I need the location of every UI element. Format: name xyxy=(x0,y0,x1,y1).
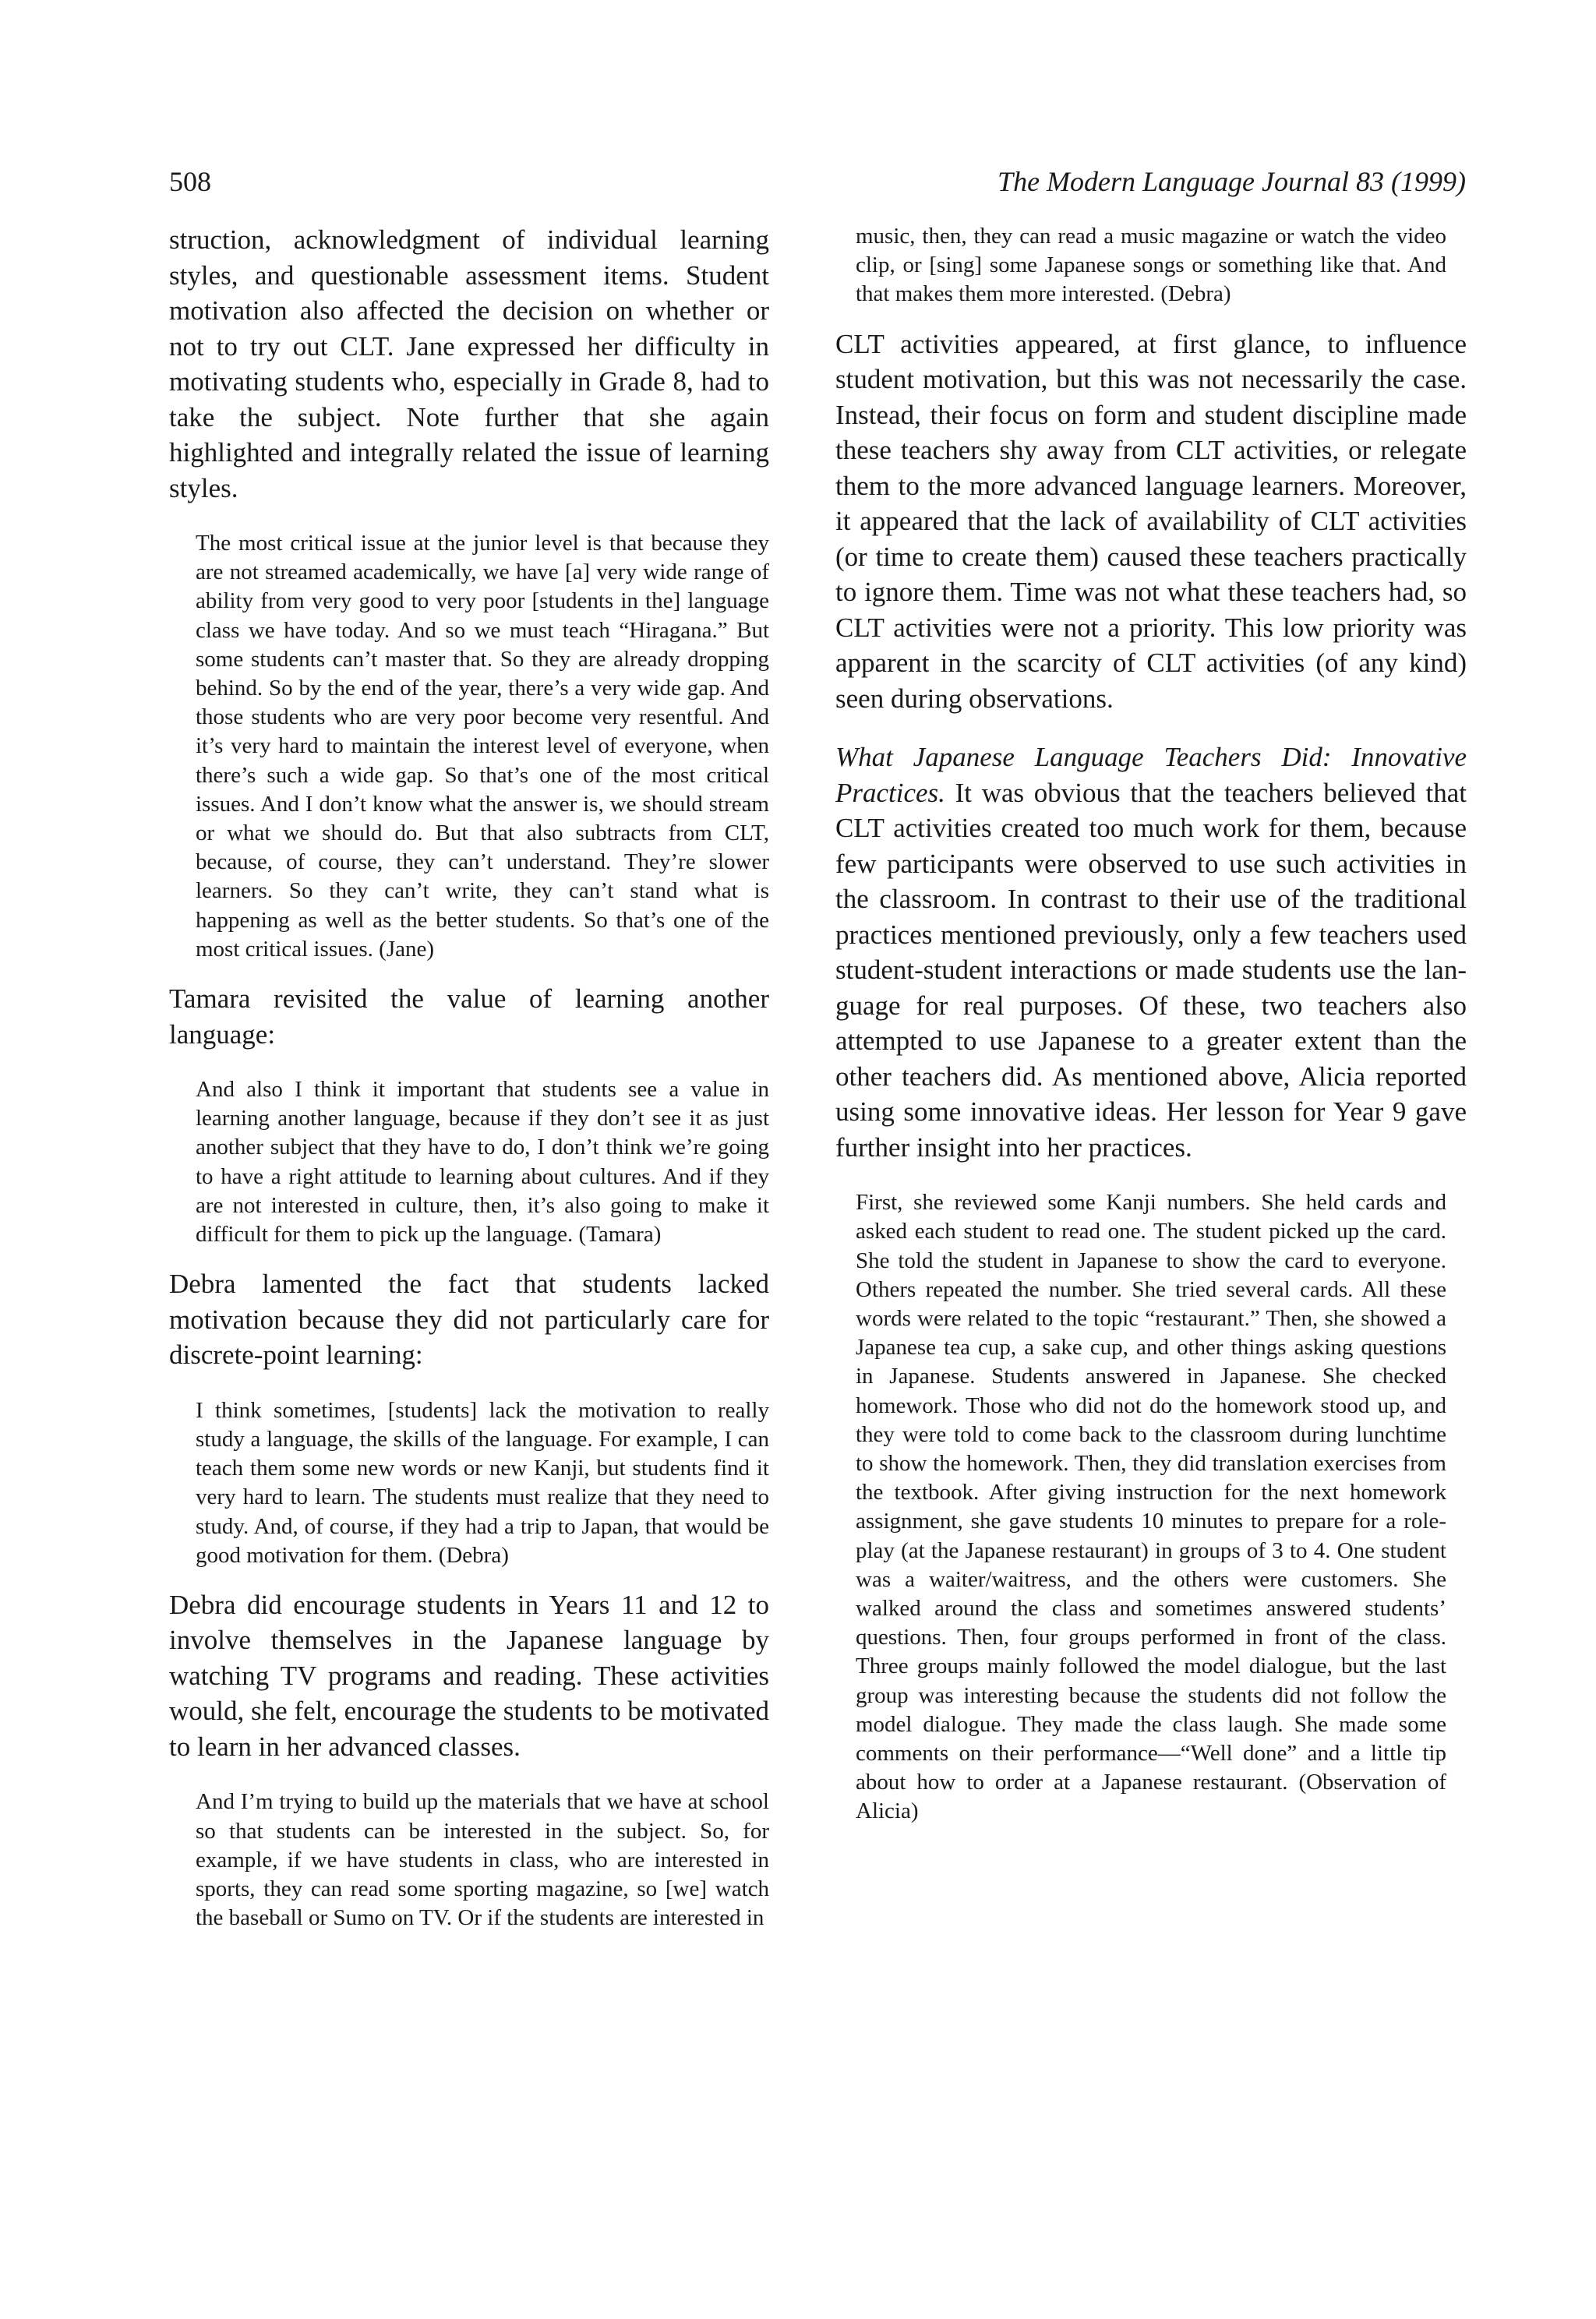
body-paragraph: Tamara revisited the value of learning another language: xyxy=(169,983,769,1050)
block-quote: The most critical issue at the junior level is that because they are not streamed academically, we have [a] very wide range of ability from very good to very poor [students in the] language class we have today. And so we must teach “Hiragana.” But some students can’t master that. So they are already dropping behind. So by the end of the year, there’s a very wide gap. And those students who are very poor become very resentful. And it’s very hard to maintain the interest level of everyone, when there’s such a wide gap. So that’s one of the most critical issues. And I don’t know what the answer is, we should stream or what we should do. But that also subtracts from CLT, because, of course, they can’t understand. They’re slower learners. So they can’t write, they can’t stand what is happening as well as the better students. So that’s one of the most critical issues. (Jane) xyxy=(196,531,769,962)
block-quote: And also I think it important that students see a value in learning another language, because if they don’t see it as just another subject that they have to do, I don’t think we’re going to have a right attitude to learning about cultures. And if they are not interested in culture, then, it’s also going to make it difficult for them to pick up the language. (Tamara) xyxy=(196,1077,769,1248)
body-paragraph: struction, acknowledgment of individual learning styles, and questionable assessment items. Student motivation also affected the decision on whether or not to try out CLT. Jane expressed her difficulty in motivating students who, especially in Grade 8, had to take the subject. Note further that she again highlighted and integrally related the issue of learning styles. xyxy=(169,224,769,503)
page-header xyxy=(169,165,1466,204)
running-title: The Modern Language Journal 83 (1999) xyxy=(998,166,1466,197)
block-quote: music, then, they can read a music magazine or watch the video clip, or [sing] some Japanese songs or something like that. And that makes them more interested. (Debra) xyxy=(856,224,1446,307)
body-paragraph: CLT activities appeared, at first glance, to influence student motivation, but this was not necessarily the case. Instead, their focus on form and student discipline made these teachers shy away from CLT activities, or relegate them to the more advanced language learners. Moreover, it appeared that the lack of availability of CLT activities (or time to create them) caused these teachers practically to ignore them. Time was not what these teachers had, so CLT activities were not a priority. This low priority was apparent in the scarcity of CLT activities (of any kind) seen during observations. xyxy=(835,328,1467,714)
page-number: 508 xyxy=(169,166,211,197)
section-body-text: It was obvious that the teachers believed that CLT activities created too much work for them, because few participants were observed to use such activities in the classroom. In contrast to their use of the traditional practices mentioned previously, only a few teachers used student-student interactions or made students use the language for real purposes. Of these, two teachers also attempted to use Japanese to a greater extent than the other teachers did. As mentioned above, Alicia reported using some innovative ideas. Her lesson for Year 9 gave further insight into her practices. xyxy=(835,777,1467,1163)
section-paragraph xyxy=(835,739,1467,1165)
block-quote: First, she reviewed some Kanji numbers. She held cards and asked each student to read one. The student picked up the card. She told the student in Japanese to show the card to everyone. Others repeated the number. She tried several cards. All these words were related to the topic “restaurant.” Then, she showed a Japanese tea cup, a sake cup, and other things asking questions in Japanese. Students answered in Japanese. She checked homework. Those who did not do the homework stood up, and they were told to come back to the classroom during lunchtime to show the homework. Then, they did translation exercises from the textbook. After giving instruction for the next homework assignment, she gave students 10 minutes to prepare for a role-play (at the Japanese restaurant) in groups of 3 to 4. One student was a waiter/waitress, and the others were customers. She walked around the class and sometimes answered students’ questions. Then, four groups performed in front of the class. Three groups mainly followed the model dialogue, but the last group was interesting because the students did not follow the model dialogue. They made the class laugh. She made some comments on their performance—“Well done” and a little tip about how to order at a Japanese restaurant. (Observation of Alicia) xyxy=(856,1190,1446,1824)
block-quote: I think sometimes, [students] lack the motivation to really study a language, the skills of the language. For example, I can teach them some new words or new Kanji, but students find it very hard to learn. The students must realize that they need to study. And, of course, if they had a trip to Japan, that would be good motivation for them. (Debra) xyxy=(196,1397,769,1568)
body-paragraph: Debra did encourage students in Years 11 and 12 to involve themselves in the Japanese language by watching TV programs and reading. These activities would, she felt, encourage the students to be motivated to learn in her advanced classes. xyxy=(169,1589,769,1762)
body-paragraph: Debra lamented the fact that students lacked motivation because they did not particularly care for discrete-point learning: xyxy=(169,1269,769,1371)
right-column xyxy=(835,222,1467,1827)
section-heading: What Japanese Language Teachers Did: Innovative Practices. xyxy=(835,742,1467,808)
block-quote: And I’m trying to build up the materials that we have at school so that students can be interested in the subject. So, for example, if we have students in class, who are interested in sports, they can read some sporting magazine, so [we] watch the baseball or Sumo on TV. Or if the students are interested in xyxy=(196,1789,769,1931)
left-column xyxy=(169,222,769,1933)
